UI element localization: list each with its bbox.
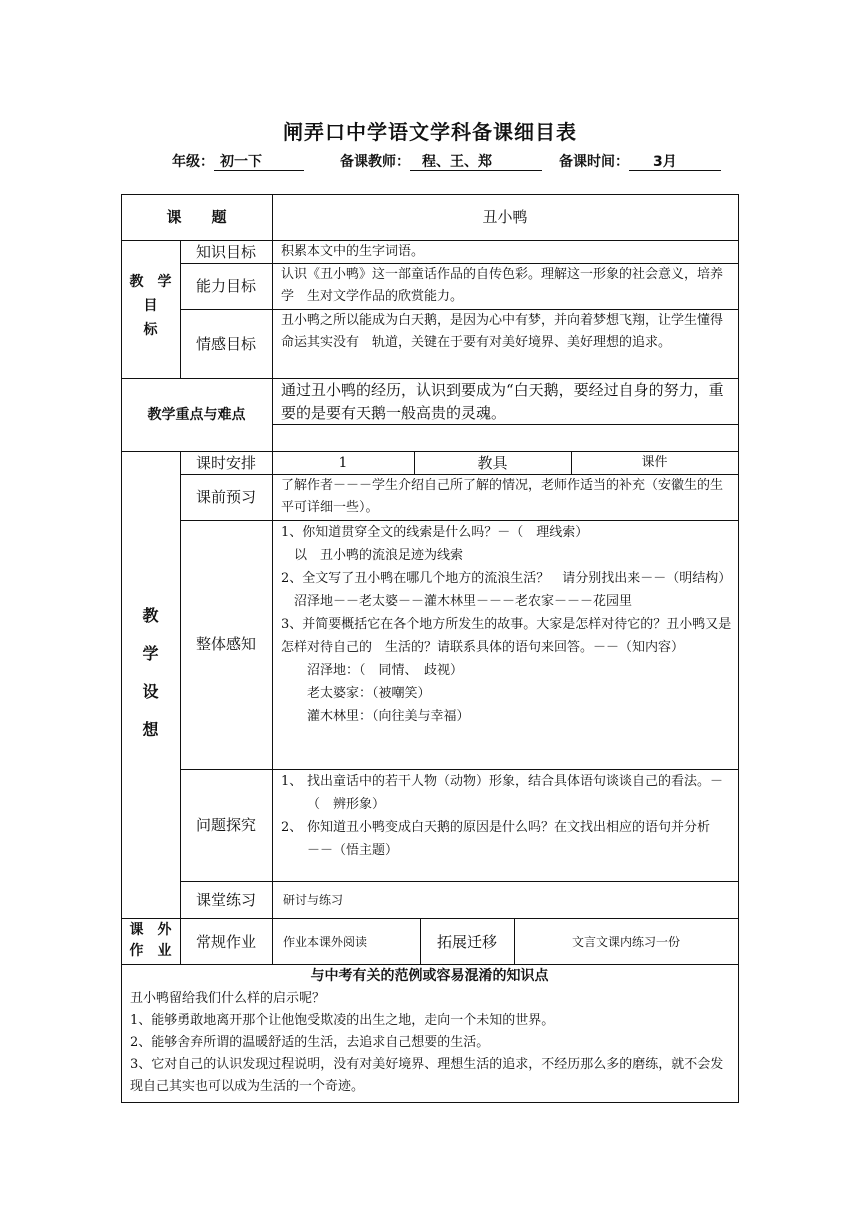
tools-value: 课件 — [641, 455, 668, 470]
exam-line: 1、能够勇敢地离开那个让他饱受欺凌的出生之地，走向一个未知的世界。 — [130, 1013, 555, 1028]
grade-value: 初一下 — [214, 154, 304, 171]
grade-label: 年级： — [172, 154, 214, 170]
overall-content — [281, 521, 733, 728]
extension-label: 拓展迁移 — [436, 933, 497, 951]
overall-line: 沼泽地：（ 同情、 歧视） — [281, 663, 464, 678]
exam-line: 3、它对自己的认识发现过程说明，没有对美好境界、理想生活的追求，不经历那么多的磨练，就不会发现自己其实也可以成为生活的一个奇迹。 — [130, 1057, 724, 1094]
grade-field — [172, 151, 304, 171]
regular-homework-text: 作业本课外阅读 — [283, 935, 368, 949]
practice-text: 研讨与练习 — [283, 893, 344, 907]
overall-line: 3、并简要概括它在各个地方所发生的故事。大家是怎样对待它的？丑小鸭又是怎样对待自己的 生活的？请联系具体的语句来回答。－－（知内容） — [281, 617, 732, 655]
ability-goal-text: 认识《丑小鸭》这一部童话作品的自传色彩。理解这一形象的社会意义，培养学 生对文学作品的欣赏能力。 — [281, 267, 724, 304]
inquiry-number: 1、 — [281, 774, 303, 789]
table-rule — [180, 881, 739, 882]
design-label: 教 学 设 想 — [142, 606, 159, 739]
practice-label: 课堂练习 — [195, 891, 256, 909]
knowledge-goal-text: 积累本文中的生字词语。 — [281, 244, 425, 259]
schedule-value: 1 — [338, 455, 348, 471]
overall-line: 1、你知道贯穿全文的线索是什么吗？－（ 理线索） — [281, 525, 589, 540]
emotion-goal-label: 情感目标 — [195, 335, 256, 353]
table-rule — [180, 451, 181, 965]
goals-label: 教 学 目 标 — [129, 274, 172, 338]
emotion-goal-text: 丑小鸭之所以能成为白天鹅，是因为心中有梦，并向着梦想飞翔，让学生懂得命运其实没有 轨道，关键在于要有对美好境界、美好理想的追求。 — [281, 313, 724, 350]
key-points-label: 教学重点与难点 — [147, 407, 246, 423]
exam-line: 2、能够舍弃所谓的温暖舒适的生活，去追求自己想要的生活。 — [130, 1035, 490, 1050]
homework-label: 课 外 作 业 — [129, 922, 172, 959]
overall-label: 整体感知 — [195, 635, 256, 653]
teacher-label: 备课教师： — [340, 154, 410, 170]
extension-text: 文言文课内练习一份 — [571, 935, 680, 949]
exam-line: 丑小鸭留给我们什么样的启示呢？ — [130, 991, 326, 1006]
inquiry-text: 找出童话中的若干人物（动物）形象，结合具体语句谈谈自己的看法。－ （ 辨形象） — [307, 774, 737, 812]
overall-line: 2、全文写了丑小鸭在哪几个地方的流浪生活？ 请分别找出来－－（明结构） — [281, 571, 732, 586]
teacher-value: 程、王、郑 — [410, 154, 542, 171]
table-rule — [272, 194, 273, 965]
inquiry-content — [281, 770, 737, 862]
inquiry-number: 2、 — [281, 820, 303, 835]
exam-section-content — [130, 988, 730, 1098]
teacher-field — [340, 151, 542, 171]
overall-line: 以 丑小鸭的流浪足迹为线索 — [281, 548, 464, 563]
table-border-right — [738, 194, 739, 1103]
table-rule — [121, 918, 739, 919]
inquiry-label: 问题探究 — [195, 816, 256, 834]
time-field — [559, 151, 721, 171]
table-border-bottom — [121, 1102, 739, 1103]
ability-goal-label: 能力目标 — [195, 277, 256, 295]
inquiry-text: 你知道丑小鸭变成白天鹅的原因是什么吗？在文找出相应的语句并分析 －－（悟主题） — [307, 820, 724, 858]
table-border-top — [121, 194, 739, 195]
tools-label: 教具 — [477, 454, 508, 472]
inquiry-item — [281, 816, 733, 862]
preview-label: 课前预习 — [195, 488, 256, 506]
overall-line: 沼泽地－－老太婆－－灌木林里－－－老农家－－－花园里 — [281, 594, 633, 609]
lesson-title: 丑小鸭 — [482, 208, 528, 226]
key-points-text: 通过丑小鸭的经历，认识到要成为“白天鹅，要经过自身的努力，重要的是要有天鹅一般高贵的灵魂。 — [281, 381, 724, 422]
preview-text: 了解作者－－－学生介绍自己所了解的情况，老师作适当的补充（安徽生的生平可详细一些）。 — [281, 478, 724, 515]
time-label: 备课时间： — [559, 154, 629, 170]
time-value: 3月 — [629, 154, 721, 171]
regular-homework-label: 常规作业 — [195, 933, 256, 951]
lesson-label: 课 题 — [166, 208, 227, 226]
inquiry-item — [281, 770, 737, 816]
exam-section-title: 与中考有关的范例或容易混淆的知识点 — [310, 968, 549, 984]
overall-line: 老太婆家：（被嘲笑） — [281, 686, 431, 701]
document-title: 闸弄口中学语文学科备课细目表 — [283, 120, 577, 144]
overall-line: 灌木林里：（向往美与幸福） — [281, 709, 470, 724]
knowledge-goal-label: 知识目标 — [195, 243, 256, 261]
schedule-label: 课时安排 — [195, 454, 256, 472]
